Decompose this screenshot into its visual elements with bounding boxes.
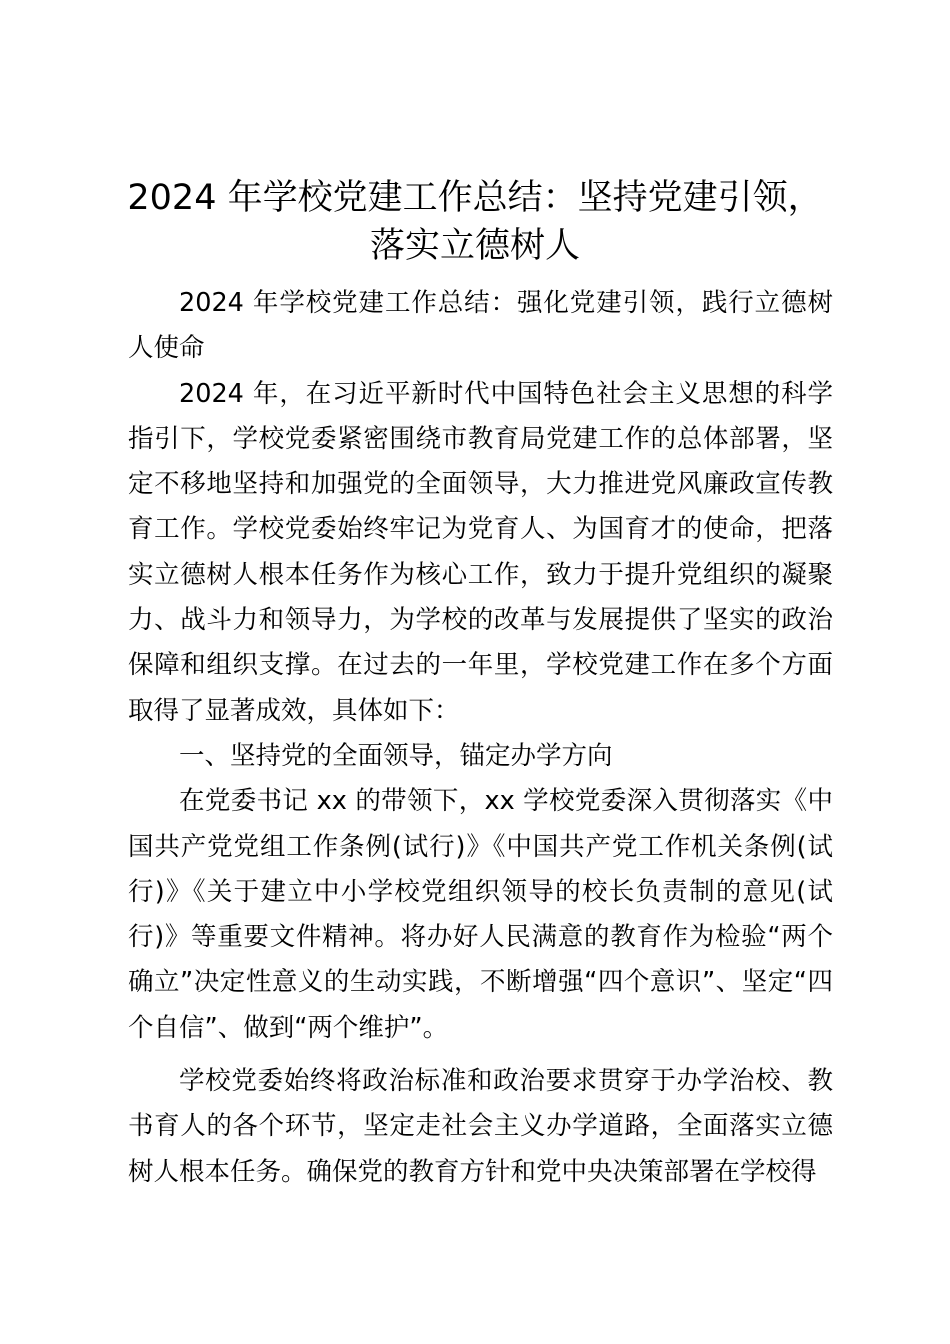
subtitle-paragraph: 2024 年学校党建工作总结：强化党建引领，践行立德树人使命 <box>128 288 833 364</box>
document-body <box>128 281 833 1195</box>
body-paragraph-2: 学校党委始终将政治标准和政治要求贯穿于办学治校、教书育人的各个环节，坚定走社会主义办学道路，全面落实立德树人根本任务。确保党的教育方针和党中央决策部署在学校得 <box>128 1066 833 1187</box>
section-heading-1: 一、坚持党的全面领导，锚定办学方向 <box>179 740 613 771</box>
body-paragraph-1: 在党委书记 xx 的带领下，xx 学校党委深入贯彻落实《中国共产党党组工作条例(试行)》《中国共产党工作机关条例(试行)》《关于建立中小学校党组织领导的校长负责制的意见(试行)》等重要文件精神。将办好人民满意的教育作为检验“两个确立”决定性意义的生动实践，不断增强“四个意识”、坚定“四个自信”、做到“两个维护”。 <box>128 786 833 1043</box>
document-title-line-2: 落实立德树人 <box>369 226 580 266</box>
intro-paragraph: 2024 年，在习近平新时代中国特色社会主义思想的科学指引下，学校党委紧密围绕市教育局党建工作的总体部署，坚定不移地坚持和加强党的全面领导，大力推进党风廉政宣传教育工作。学校党委始终牢记为党育人、为国育才的使命，把落实立德树人根本任务作为核心工作，致力于提升党组织的凝聚力、战斗力和领导力，为学校的改革与发展提供了坚实的政治保障和组织支撑。在过去的一年里，学校党建工作在多个方面取得了显著成效，具体如下： <box>128 378 833 726</box>
document-title-line-1: 2024 年学校党建工作总结：坚持党建引领， <box>127 178 823 218</box>
